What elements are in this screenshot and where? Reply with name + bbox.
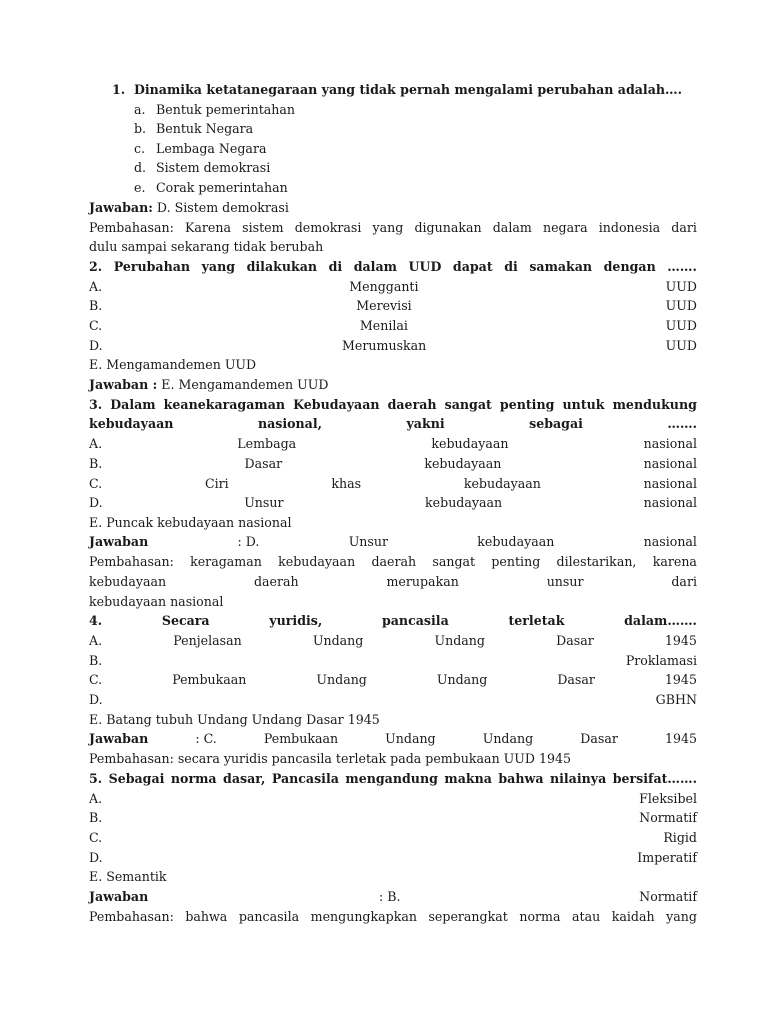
- word: dengan: [603, 259, 656, 274]
- word: yakni: [406, 416, 445, 431]
- q5-answer-label: Jawaban: [89, 889, 149, 904]
- word: bahwa: [185, 909, 228, 924]
- word: untuk: [562, 397, 605, 412]
- word: kebudayaan: [463, 476, 541, 491]
- word: D.: [89, 692, 103, 707]
- word: 1945: [664, 672, 697, 687]
- q5-answer: Jawaban : B. Normatif: [89, 887, 697, 907]
- word: Lembaga: [237, 436, 297, 451]
- word: dari: [671, 574, 697, 589]
- q1-answer-label: Jawaban:: [89, 200, 153, 215]
- word: A.: [89, 279, 103, 294]
- q3-answer: Jawaban : D. Unsur kebudayaan nasional: [89, 532, 697, 552]
- word: 1945: [664, 633, 697, 648]
- word: dasar,: [223, 771, 266, 786]
- word: nasional: [643, 495, 697, 510]
- word: yang: [666, 909, 697, 924]
- q4-question: [89, 611, 697, 631]
- word: demokrasi: [294, 220, 362, 235]
- word: UUD: [665, 279, 697, 294]
- word: D.: [89, 338, 103, 353]
- q1-option-e: e. Corak pemerintahan: [134, 180, 288, 195]
- q1-number: 1.: [112, 82, 126, 97]
- word: dilakukan: [246, 259, 318, 274]
- q2-answer: [89, 375, 697, 395]
- word: terletak: [508, 613, 565, 628]
- q1-explanation-line-1: [89, 218, 697, 238]
- q4-option-b: [89, 651, 697, 671]
- q2-answer-label: Jawaban :: [89, 377, 158, 392]
- word: A.: [89, 436, 103, 451]
- word: …….: [667, 416, 697, 431]
- word: nasional,: [257, 416, 323, 431]
- word: Karena: [184, 220, 231, 235]
- word: C.: [89, 672, 103, 687]
- q5-question: [89, 769, 697, 789]
- word: dilestarikan,: [556, 554, 637, 569]
- word: Menilai: [359, 318, 408, 333]
- q1-option-a: a. Bentuk pemerintahan: [134, 102, 295, 117]
- word: norma: [519, 909, 561, 924]
- q3-answer-label: Jawaban: [89, 534, 149, 549]
- word: Undang: [312, 633, 364, 648]
- word: Rigid: [663, 830, 697, 845]
- word: yuridis,: [269, 613, 323, 628]
- word: UUD: [408, 259, 442, 274]
- word: kebudayaan: [425, 495, 503, 510]
- q2-question: [89, 257, 697, 277]
- word: nasional: [643, 436, 697, 451]
- q1-explanation-line-2: dulu sampai sekarang tidak berubah: [89, 239, 324, 254]
- word: samakan: [529, 259, 593, 274]
- word: …….: [667, 259, 697, 274]
- word: Normatif: [639, 810, 697, 825]
- word: C.: [89, 830, 103, 845]
- word: Pembahasan:: [89, 554, 174, 569]
- word: kebudayaan: [278, 554, 356, 569]
- word: Dasar: [556, 633, 594, 648]
- word: Merumuskan: [342, 338, 427, 353]
- word: yang: [372, 220, 404, 235]
- word: indonesia: [598, 220, 661, 235]
- word: makna: [444, 771, 492, 786]
- q5-explanation-line-1: [89, 907, 697, 927]
- q3-option-d: [89, 493, 697, 513]
- word: sangat: [444, 397, 492, 412]
- word: Imperatif: [637, 850, 697, 865]
- q1-question: [112, 80, 697, 100]
- q2-answer-value: E. Mengamandemen UUD: [161, 377, 329, 392]
- word: Ciri: [204, 476, 229, 491]
- word: Fleksibel: [639, 791, 697, 806]
- word: dari: [671, 220, 697, 235]
- word: C.: [89, 476, 103, 491]
- word: penting: [499, 397, 555, 412]
- word: unsur: [546, 574, 584, 589]
- word: dalam: [353, 259, 397, 274]
- word: nasional: [643, 456, 697, 471]
- word: D.: [89, 495, 103, 510]
- word: A.: [89, 633, 103, 648]
- word: nilainya: [549, 771, 607, 786]
- word: penting: [491, 554, 541, 569]
- q5-option-a: [89, 789, 697, 809]
- word: Perubahan: [113, 259, 191, 274]
- word: GBHN: [655, 692, 697, 707]
- word: 4.: [89, 613, 103, 628]
- word: Kebudayaan: [293, 397, 380, 412]
- q5-option-b: [89, 808, 697, 828]
- q4-option-e: E. Batang tubuh Undang Undang Dasar 1945: [89, 712, 380, 727]
- word: norma: [170, 771, 217, 786]
- q3-option-e: E. Puncak kebudayaan nasional: [89, 515, 292, 530]
- word: Dasar: [244, 456, 283, 471]
- word: mendukung: [612, 397, 697, 412]
- q3-question-line-1: [89, 395, 697, 415]
- q3-option-b: [89, 454, 697, 474]
- word: sangat: [432, 554, 476, 569]
- q2-option-c: [89, 316, 697, 336]
- word: Undang: [436, 672, 488, 687]
- word: nasional: [643, 476, 697, 491]
- word: UUD: [665, 318, 697, 333]
- word: 2.: [89, 259, 103, 274]
- word: Proklamasi: [625, 653, 697, 668]
- word: B.: [89, 653, 103, 668]
- word: kebudayaan: [431, 436, 509, 451]
- q1-option-c: c. Lembaga Negara: [134, 141, 267, 156]
- q1-question-text: Dinamika ketatanegaraan yang tidak pernah mengalami perubahan adalah….: [133, 82, 683, 97]
- q1-option-b: b. Bentuk Negara: [134, 121, 254, 136]
- word: mengandung: [345, 771, 438, 786]
- q2-option-a: [89, 277, 697, 297]
- word: Secara: [161, 613, 210, 628]
- word: UUD: [665, 298, 697, 313]
- word: pancasila: [381, 613, 449, 628]
- word: kebudayaan: [89, 574, 167, 589]
- q5-option-d: [89, 848, 697, 868]
- word: di: [328, 259, 343, 274]
- word: D.: [89, 850, 103, 865]
- word: daerah: [253, 574, 299, 589]
- word: di: [504, 259, 518, 274]
- word: B.: [89, 298, 103, 313]
- word: Merevisi: [356, 298, 412, 313]
- word: dalam…….: [624, 613, 697, 628]
- q2-option-d: [89, 336, 697, 356]
- q3-option-a: [89, 434, 697, 454]
- q4-option-c: [89, 670, 697, 690]
- word: Pembahasan:: [89, 220, 174, 235]
- word: Undang: [434, 633, 485, 648]
- q1-answer: [89, 198, 697, 218]
- word: Undang: [316, 672, 367, 687]
- q4-option-a: [89, 631, 697, 651]
- q3-explanation-line-3: kebudayaan nasional: [89, 594, 224, 609]
- word: yang: [201, 259, 236, 274]
- word: kaidah: [611, 909, 655, 924]
- q3-question-line-2: [89, 414, 697, 434]
- q5-option-c: [89, 828, 697, 848]
- word: kebudayaan: [89, 416, 174, 431]
- word: daerah: [371, 554, 417, 569]
- word: Dalam: [110, 397, 156, 412]
- word: digunakan: [414, 220, 482, 235]
- word: 5.: [89, 771, 103, 786]
- q4-option-d: [89, 690, 697, 710]
- word: daerah: [387, 397, 437, 412]
- word: Mengganti: [349, 279, 419, 294]
- q2-option-b: [89, 296, 697, 316]
- word: Penjelasan: [173, 633, 242, 648]
- q4-answer: Jawaban : C. Pembukaan Undang Undang Dasar 1945: [89, 729, 697, 749]
- word: B.: [89, 456, 103, 471]
- word: sebagai: [529, 416, 583, 431]
- q1-answer-value: D. Sistem demokrasi: [156, 200, 289, 215]
- word: B.: [89, 810, 103, 825]
- word: Dasar: [557, 672, 595, 687]
- q2-option-e: E. Mengamandemen UUD: [89, 357, 257, 372]
- word: dapat: [452, 259, 493, 274]
- word: sistem: [242, 220, 284, 235]
- word: Pancasila: [271, 771, 339, 786]
- word: pancasila: [238, 909, 300, 924]
- word: keragaman: [190, 554, 262, 569]
- word: merupakan: [386, 574, 459, 589]
- word: khas: [331, 476, 362, 491]
- word: mengungkapkan: [310, 909, 417, 924]
- word: karena: [652, 554, 697, 569]
- word: atau: [572, 909, 601, 924]
- q4-answer-label: Jawaban: [89, 731, 149, 746]
- q3-explanation-line-2: [89, 572, 697, 592]
- word: keanekaragaman: [163, 397, 286, 412]
- word: bersifat…….: [612, 771, 697, 786]
- q1-option-d: d. Sistem demokrasi: [134, 160, 271, 175]
- word: A.: [89, 791, 103, 806]
- word: Sebagai: [108, 771, 165, 786]
- q5-option-e: E. Semantik: [89, 869, 167, 884]
- q3-option-c: [89, 474, 697, 494]
- word: dalam: [492, 220, 532, 235]
- word: kebudayaan: [424, 456, 502, 471]
- q4-explanation-line-1: Pembahasan: secara yuridis pancasila terletak pada pembukaan UUD 1945: [89, 751, 572, 766]
- word: Unsur: [244, 495, 284, 510]
- word: Pembukaan: [172, 672, 247, 687]
- word: negara: [542, 220, 588, 235]
- word: seperangkat: [428, 909, 508, 924]
- q3-explanation-line-1: [89, 552, 697, 572]
- word: UUD: [665, 338, 697, 353]
- word: 3.: [89, 397, 103, 412]
- word: Pembahasan:: [89, 909, 174, 924]
- word: C.: [89, 318, 103, 333]
- word: bahwa: [498, 771, 544, 786]
